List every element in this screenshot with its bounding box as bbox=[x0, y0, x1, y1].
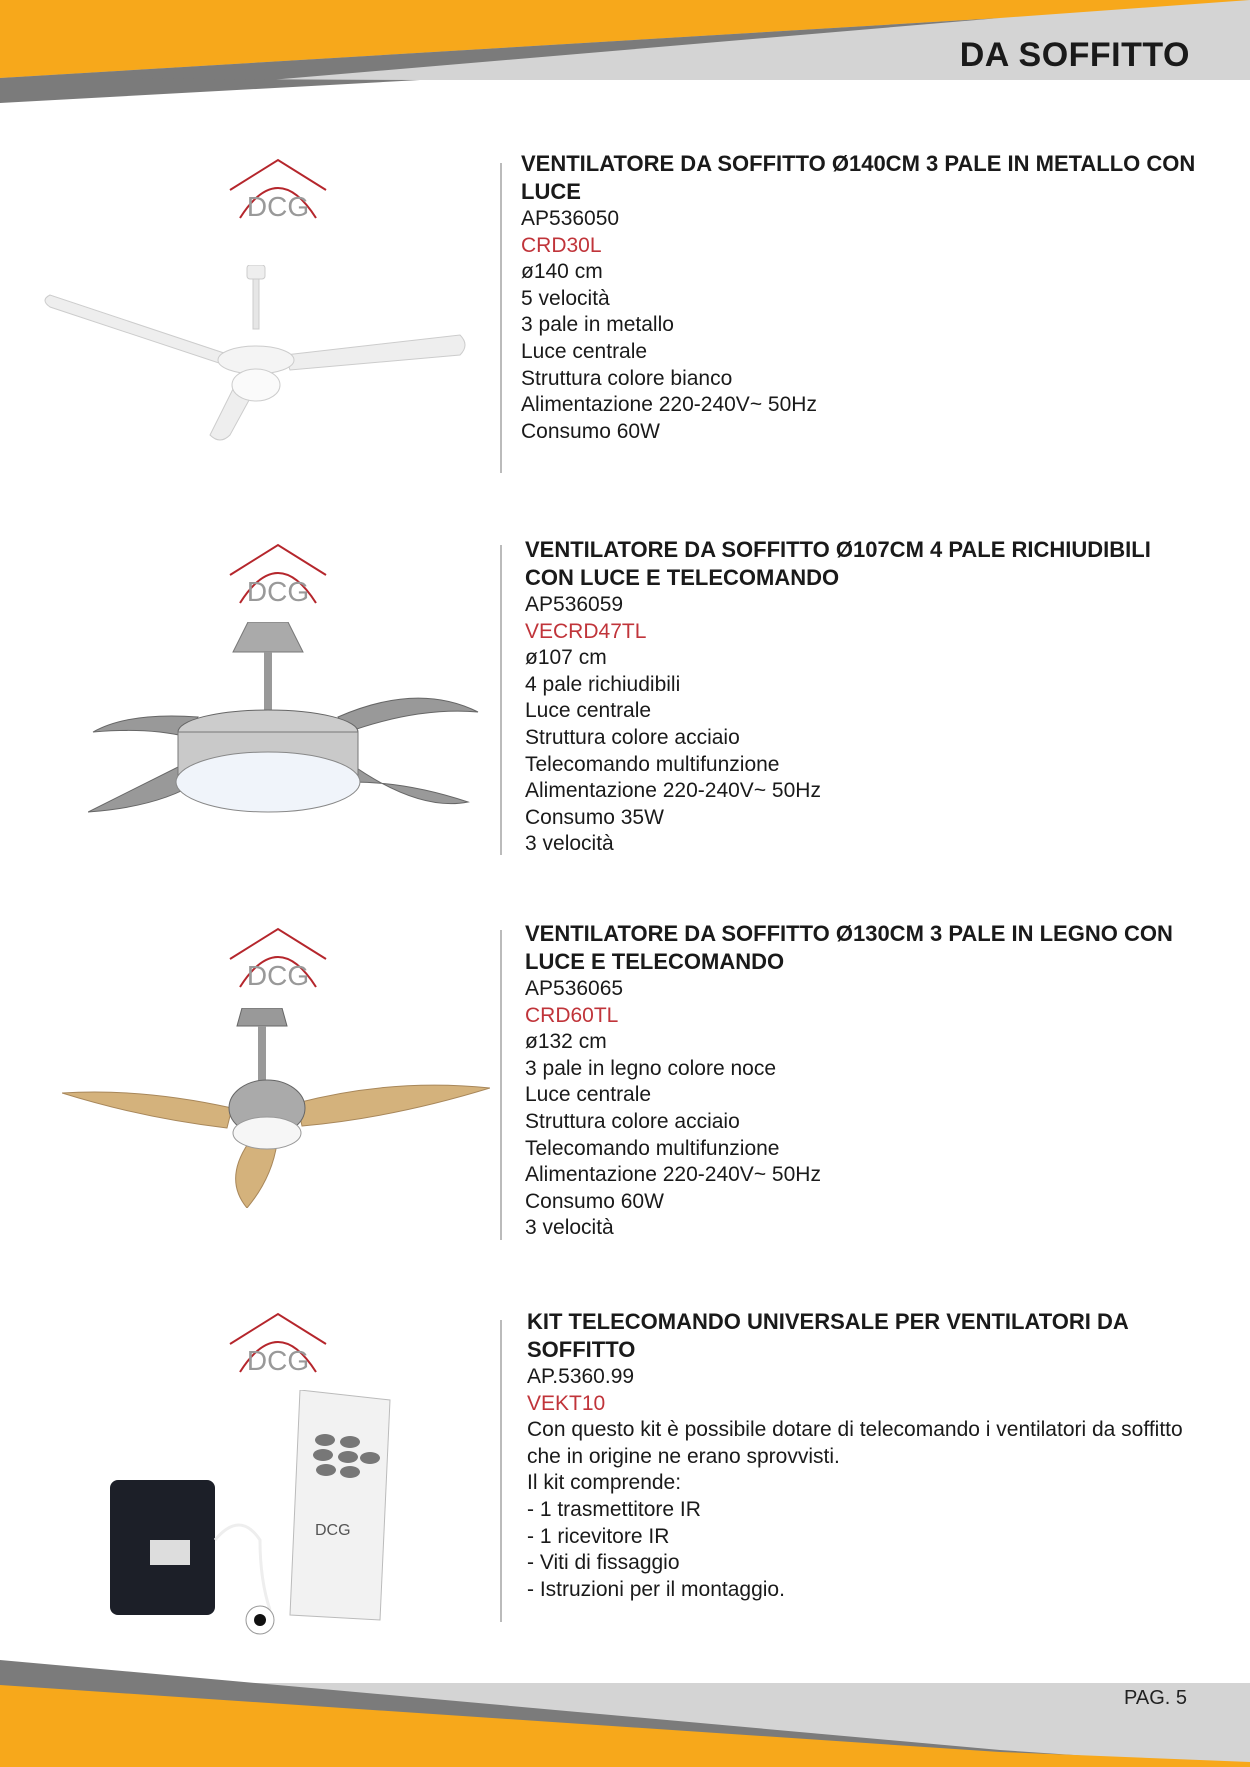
feature: Struttura colore acciaio bbox=[525, 725, 740, 749]
dcg-logo bbox=[228, 543, 328, 605]
product-title: VENTILATORE DA SOFFITTO Ø140CM 3 PALE IN METALLO CON LUCE bbox=[521, 151, 1196, 204]
svg-text:DCG: DCG bbox=[246, 960, 310, 989]
dcg-logo bbox=[228, 1312, 328, 1374]
feature: Consumo 35W bbox=[525, 805, 664, 829]
feature: 5 velocità bbox=[521, 286, 610, 310]
product-model: VECRD47TL bbox=[525, 619, 647, 643]
ceiling-fan-wood-image bbox=[62, 1008, 490, 1208]
ceiling-fan-white-image bbox=[40, 265, 470, 445]
divider bbox=[500, 545, 502, 855]
section-title: DA SOFFITTO bbox=[959, 36, 1190, 74]
description: Con questo kit è possibile dotare di telecomando i ventilatori da soffitto che in origine ne erano sprovvisti. bbox=[527, 1418, 1183, 1468]
feature: - 1 ricevitore IR bbox=[527, 1524, 670, 1548]
feature: Telecomando multifunzione bbox=[525, 752, 780, 776]
svg-text:DCG: DCG bbox=[246, 191, 310, 220]
feature: 4 pale richiudibili bbox=[525, 672, 681, 696]
product-code: AP536050 bbox=[521, 207, 620, 230]
feature: Alimentazione 220-240V~ 50Hz bbox=[525, 1163, 821, 1187]
product-info bbox=[527, 1308, 1207, 1603]
feature: Consumo 60W bbox=[521, 419, 660, 443]
svg-text:DCG: DCG bbox=[246, 1345, 310, 1374]
svg-text:DCG: DCG bbox=[315, 1522, 351, 1539]
product-info bbox=[521, 150, 1201, 445]
product-code: AP536059 bbox=[525, 593, 624, 616]
feature: Luce centrale bbox=[525, 699, 652, 723]
feature: Luce centrale bbox=[525, 1083, 652, 1107]
divider bbox=[500, 1320, 502, 1622]
feature: ø107 cm bbox=[525, 646, 607, 670]
product-model: CRD60TL bbox=[525, 1003, 619, 1027]
divider bbox=[500, 163, 502, 473]
product-code: AP.5360.99 bbox=[527, 1365, 635, 1388]
product-model: CRD30L bbox=[521, 233, 602, 257]
dcg-logo bbox=[228, 927, 328, 989]
feature: Struttura colore bianco bbox=[521, 366, 733, 390]
feature: Il kit comprende: bbox=[527, 1471, 682, 1495]
product-model: VEKT10 bbox=[527, 1391, 606, 1415]
product-code: AP536065 bbox=[525, 977, 624, 1000]
footer-banner bbox=[0, 1640, 1250, 1767]
product-info bbox=[525, 536, 1205, 858]
feature: Telecomando multifunzione bbox=[525, 1136, 780, 1160]
ceiling-fan-steel-image bbox=[88, 622, 483, 832]
feature: - Viti di fissaggio bbox=[527, 1551, 680, 1575]
dcg-logo bbox=[228, 158, 328, 220]
feature: - Istruzioni per il montaggio. bbox=[527, 1577, 785, 1601]
feature: Consumo 60W bbox=[525, 1189, 664, 1213]
product-title: VENTILATORE DA SOFFITTO Ø130CM 3 PALE IN LEGNO CON LUCE E TELECOMANDO bbox=[525, 921, 1173, 974]
product-title: VENTILATORE DA SOFFITTO Ø107CM 4 PALE RICHIUDIBILI CON LUCE E TELECOMANDO bbox=[525, 537, 1151, 590]
feature: ø132 cm bbox=[525, 1030, 607, 1054]
remote-control-kit-image bbox=[110, 1390, 400, 1640]
feature: 3 velocità bbox=[525, 832, 614, 856]
feature: - 1 trasmettitore IR bbox=[527, 1497, 701, 1521]
feature: 3 velocità bbox=[525, 1216, 614, 1240]
feature: 3 pale in metallo bbox=[521, 313, 674, 337]
feature: Struttura colore acciaio bbox=[525, 1109, 740, 1133]
divider bbox=[500, 930, 502, 1240]
feature: Luce centrale bbox=[521, 339, 648, 363]
product-title: KIT TELECOMANDO UNIVERSALE PER VENTILATORI DA SOFFITTO bbox=[527, 1309, 1128, 1362]
product-info bbox=[525, 920, 1205, 1242]
feature: Alimentazione 220-240V~ 50Hz bbox=[525, 779, 821, 803]
feature: Alimentazione 220-240V~ 50Hz bbox=[521, 393, 817, 417]
svg-text:DCG: DCG bbox=[246, 576, 310, 605]
feature: 3 pale in legno colore noce bbox=[525, 1056, 777, 1080]
page-number: PAG. 5 bbox=[1124, 1687, 1187, 1709]
feature: ø140 cm bbox=[521, 260, 603, 284]
